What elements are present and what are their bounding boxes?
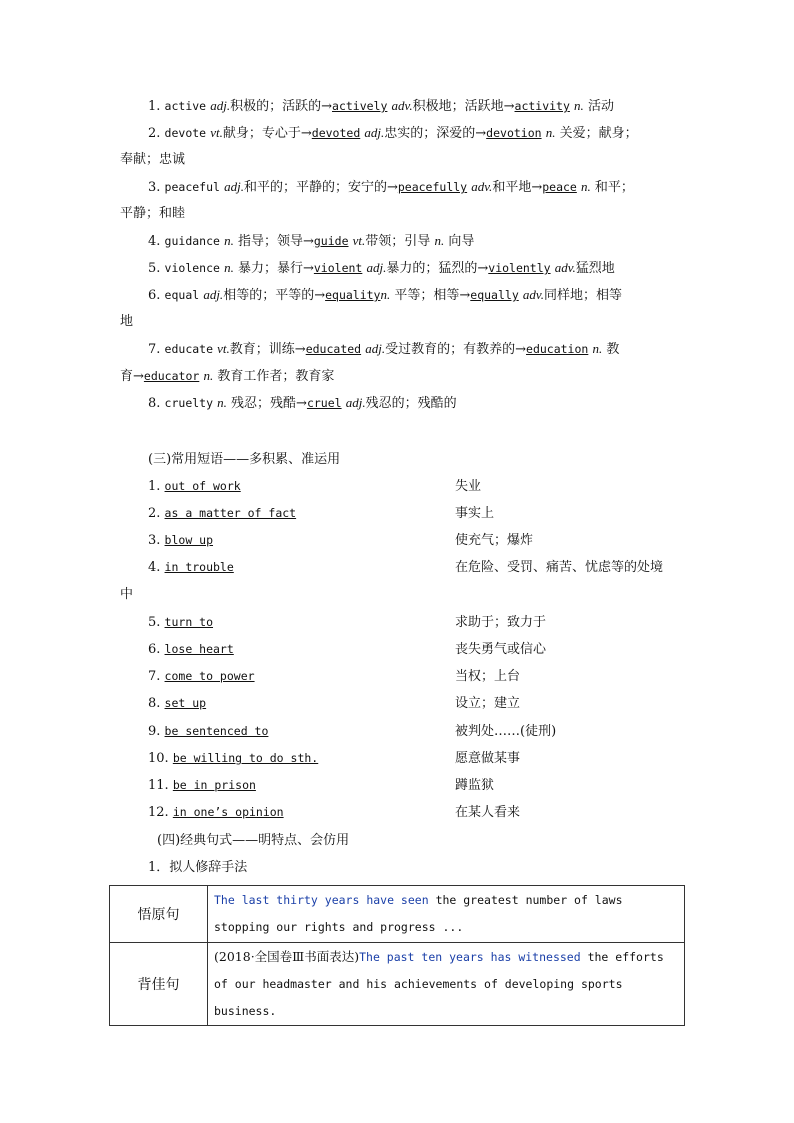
meaning: 残忍；残酷→ [231,396,307,411]
phrase-en: be willing to do sth. [172,751,319,765]
item-number: 11. [148,778,169,793]
derived-word: actively [332,99,388,113]
original-sentence [208,886,685,943]
derived-word: activity [514,99,570,113]
pos-label: n. [580,179,591,194]
meaning: 带领；引导 [365,234,431,249]
phrase-cn: 当权；上台 [455,669,521,684]
source-label: (2018·全国卷Ⅲ书面表达) [214,949,360,964]
item-number: 6. [148,288,161,303]
meaning: 关爱；献身； [559,126,638,141]
sentence-text: the efforts of our headmaster and his achievements of developing sports business. [214,950,664,1018]
meaning: 育→ [120,369,144,384]
phrase-en: be sentenced to [164,724,269,738]
pos-label: adv. [522,287,544,302]
meaning: 暴力；暴行→ [237,261,314,276]
item-number: 6. [148,642,161,657]
item-number: 9. [148,724,161,739]
meaning: 同样地；相等 [543,288,622,303]
phrase-en: out of work [164,479,241,493]
word-item-2 [120,119,703,147]
table-row [110,943,685,1026]
phrase-row [148,500,688,527]
phrase-cn: 蹲监狱 [455,778,495,793]
meaning: 积极的；活跃的→ [230,99,333,114]
phrase-row [148,772,688,799]
meaning: 教育；训练→ [229,342,306,357]
item-number: 7. [148,342,161,357]
meaning: 忠实的；深爱的→ [384,126,487,141]
phrase-en: in one’s opinion [172,805,284,819]
pos-label: n. [592,341,603,356]
meaning: 残忍的；残酷的 [365,396,457,411]
highlight-text: The past ten years has witnessed [359,950,581,964]
meaning: 受过教育的；有教养的→ [385,342,527,357]
derived-word: education [526,342,589,356]
phrase-row [148,473,688,500]
phrase-en: lose heart [164,642,234,656]
phrase-en: turn to [164,615,214,629]
word-item-1 [120,92,703,120]
word-item-5 [120,254,703,282]
pos-label: vt. [210,125,223,140]
derived-word: violent [313,261,363,275]
meaning: 活动 [587,99,614,114]
derived-word: violently [488,261,551,275]
word-item-3-cont [120,200,675,227]
phrase-en: set up [164,696,207,710]
phrase-cn: 求助于；致力于 [455,615,547,630]
headword: devote [164,126,207,140]
derived-word: cruel [306,396,342,410]
sentence-item-title: 1．拟人修辞手法 [148,860,248,875]
meaning: 指导；领导→ [237,234,314,249]
phrase-row [148,609,688,636]
item-number: 1. [148,99,161,114]
phrase-en: come to power [164,669,255,683]
item-number: 5. [148,261,161,276]
item-number: 2. [148,506,161,521]
word-item-4 [120,227,703,255]
meaning: 向导 [448,234,475,249]
phrase-row [148,690,688,717]
model-sentence [208,943,685,1026]
phrase-row [148,636,688,663]
derived-word: devotion [486,126,542,140]
item-number: 7. [148,669,161,684]
phrase-cn: 愿意做某事 [455,751,521,766]
phrase-cn: 事实上 [455,506,495,521]
phrase-cn: 在某人看来 [455,805,521,820]
meaning: 地 [120,314,134,329]
item-number: 5. [148,615,161,630]
phrase-row [148,718,688,745]
meaning: 相等的；平等的→ [223,288,326,303]
headword: equal [164,288,200,302]
phrase-cn: 被判处……(徒刑) [455,724,557,739]
meaning: 暴力的；猛烈的→ [386,261,489,276]
pos-label: vt. [217,341,230,356]
meaning: 和平的；平静的；安宁的→ [243,180,398,195]
meaning: 和平地→ [492,180,543,195]
phrase-row-4-cont: 中 [120,587,134,602]
item-number: 12. [148,805,169,820]
meaning: 奉献；忠诚 [120,152,186,167]
headword: violence [164,261,220,275]
phrase-en: blow up [164,533,214,547]
sentences-heading: (四)经典句式——明特点、会仿用 [157,833,350,848]
derived-word: peacefully [397,180,468,194]
headword: cruelty [164,396,214,410]
phrase-cn: 设立；建立 [455,696,521,711]
pos-label: n. [545,125,556,140]
derived-word: equality [325,288,381,302]
word-item-8 [120,389,703,417]
word-item-2-cont [120,146,675,173]
pos-label: adj. [365,341,386,356]
word-item-6-cont [120,308,675,335]
meaning: 和平； [594,180,634,195]
derived-word: educator [143,369,200,383]
phrases-heading: (三)常用短语——多积累、准运用 [148,452,341,467]
item-number: 1. [148,479,161,494]
pos-label: adj. [364,125,385,140]
pos-label: n. [224,233,234,248]
row-label: 背佳句 [110,943,208,1026]
pos-label: adj. [210,98,231,113]
phrase-en: as a matter of fact [164,506,297,520]
derived-word: peace [542,180,577,194]
phrase-en: be in prison [172,778,256,792]
phrase-row [148,554,688,581]
headword: peaceful [164,180,220,194]
headword: guidance [164,234,220,248]
pos-label: adj. [203,287,224,302]
word-item-7-cont [120,362,675,390]
pos-label: vt. [352,233,366,248]
meaning: 平等；相等→ [394,288,471,303]
phrase-row [148,799,688,826]
pos-label: n. [224,260,234,275]
item-number: 2. [148,126,161,141]
derived-word: devoted [311,126,361,140]
item-number: 3. [148,180,161,195]
pos-label: n. [434,233,445,248]
phrase-row [148,663,688,690]
pos-label: n. [380,287,391,302]
item-number: 3. [148,533,161,548]
item-number: 8. [148,396,161,411]
derived-word: educated [305,342,362,356]
pos-label: adj. [366,260,387,275]
meaning: 平静；和睦 [120,206,186,221]
derived-word: guide [313,234,349,248]
phrase-row [148,745,688,772]
meaning: 猛烈地 [575,261,615,276]
pos-label: adv. [471,179,493,194]
table-row [110,886,685,943]
sentence-text: the greatest number of laws stopping our rights and progress ... [214,893,623,934]
pos-label: adj. [224,179,244,194]
word-item-6 [120,281,703,309]
meaning: 教育工作者；教育家 [217,369,335,384]
item-number: 10. [148,751,169,766]
pos-label: n. [574,98,584,113]
derived-word: equally [470,288,519,302]
pos-label: n. [203,368,214,383]
phrase-cn: 丧失勇气或信心 [455,642,547,657]
pos-label: n. [217,395,227,410]
meaning: 献身；专心于→ [222,126,312,141]
pos-label: adv. [554,260,576,275]
word-item-3 [120,173,703,201]
highlight-text: The last thirty years have seen [214,893,429,907]
phrase-cn: 失业 [455,479,482,494]
phrase-cn: 使充气；爆炸 [455,533,534,548]
meaning: 积极地；活跃地→ [412,99,515,114]
word-item-7 [120,335,703,363]
headword: active [164,99,207,113]
item-number: 4. [148,560,161,575]
pos-label: adj. [345,395,366,410]
pos-label: adv. [391,98,413,113]
phrase-row [148,527,688,554]
row-label: 悟原句 [110,886,208,943]
phrase-cn: 在危险、受罚、痛苦、忧虑等的处境 [455,560,664,575]
sentence-table [109,885,685,1026]
item-number: 8. [148,696,161,711]
headword: educate [164,342,214,356]
phrase-en: in trouble [164,560,234,574]
meaning: 教 [606,342,620,357]
item-number: 4. [148,234,161,249]
